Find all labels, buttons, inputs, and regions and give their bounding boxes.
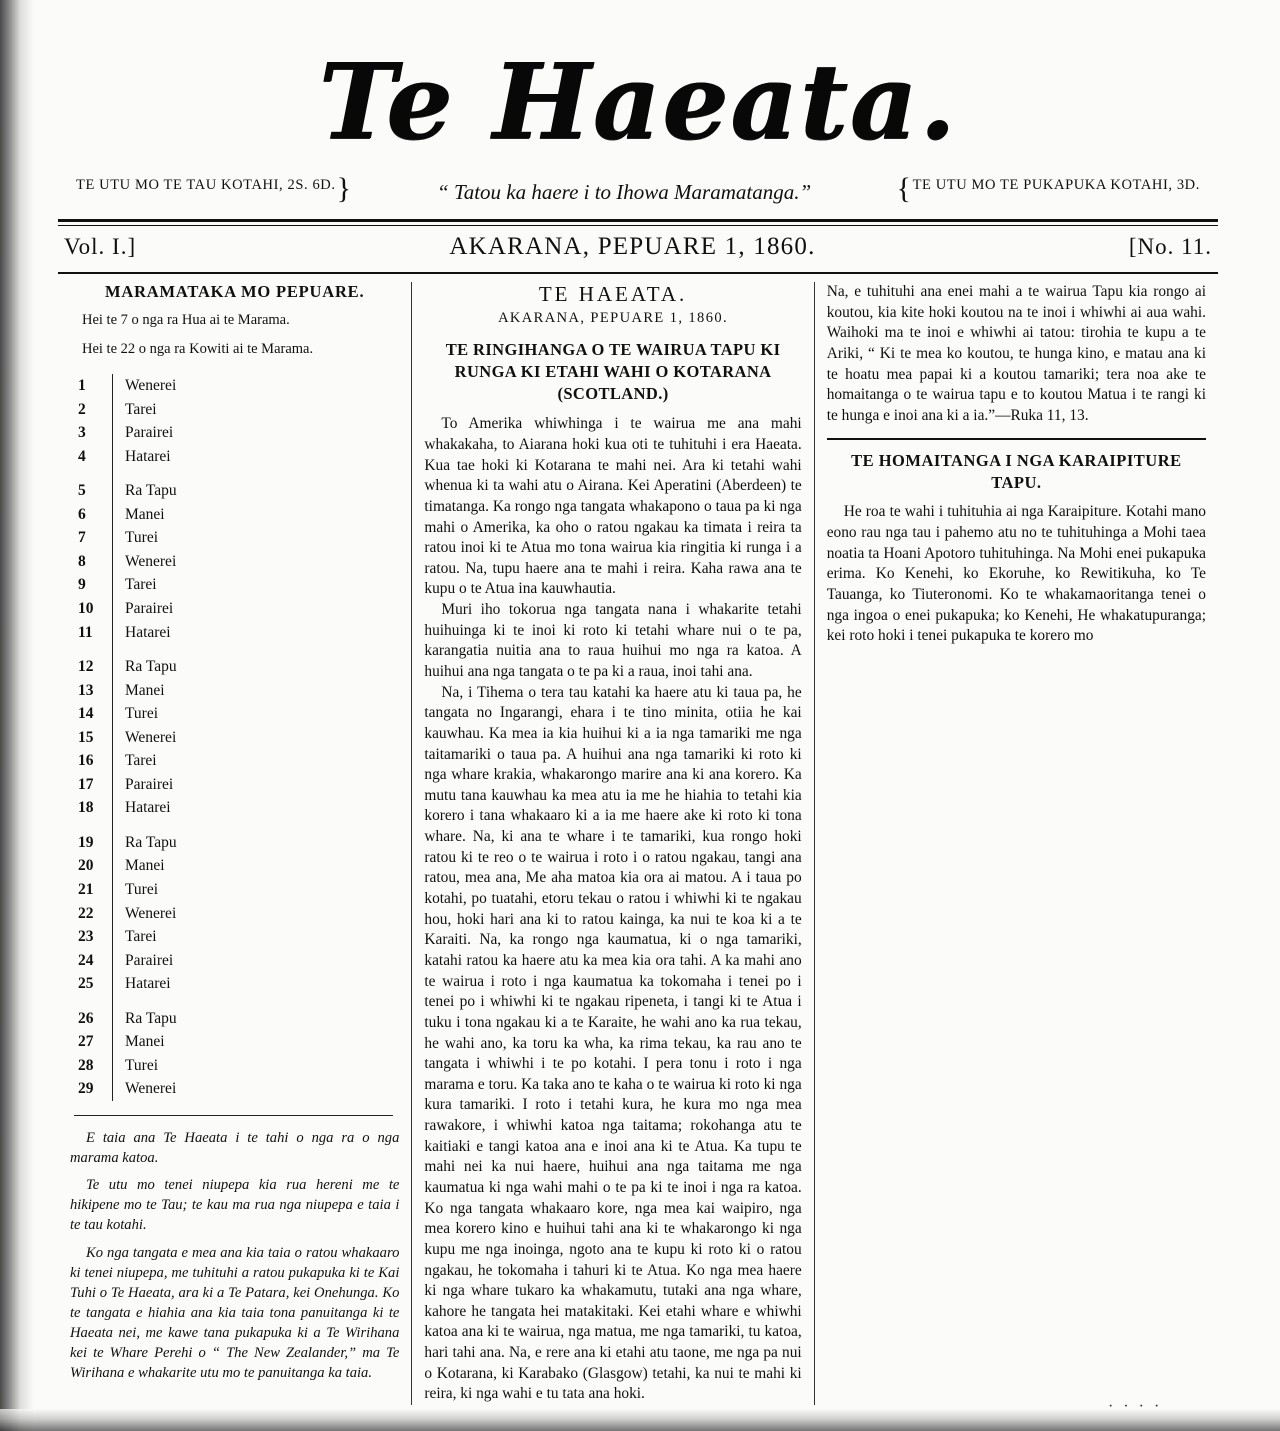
calendar-note-2: Hei te 22 o nga ra Kowiti ai te Marama. <box>82 341 314 358</box>
article-paragraph: Na, i Tihema o tera tau katahi ka haere atu ki taua pa, he tangata no Ingarangi, ehara i te tino minita, otiia he kai kauwhau. Ka mea ia kia huihui ki a ia nga tamariki me nga taitamariki o taua pa. A huihui ana nga tamariki ki roto ki nga whare krakia, whakarongo marire ana ki ana korero. Ka mutu tana kauwhau ka mea atu ia me he hiahia to tetahi kia korero i tana whakaaro ki a ia me haere ake ki roto ki tona whare. Na, ki ana te whare i te tamariki, kua rongo hoki ratou ki te reo o te wairua i roto i o ratou ngakau, tangi ana ratou, mea ana, Me aha matoa kia ora ai matou. A i taua po kotahi, po tuatahi, etoru tekau o ratou i whiwhi ki te ngakau hou, hoki hari ana ki to ratou kainga, ka nui te koa ki a te Karaiti. Na, ka rongo nga kaumatua, ki o nga tamariki, katahi ratou ka haere atu ka mea kia ora tahi. A ka mahi ano te wairua i roto i nga kaumatua ka tokomaha i tenei po i tenei po i whiwhi ki te ngakau ripeneta, i tangi ki te Atua i tuku i tona ngakau ki a te Karaite, he wahi ano ka rua tekau, he wahi ano, ka toru ka wha, ka rima tekau, ka rau ano te tangata i whiwhi i te po kotahi. I pera tonu i roto i nga marama e toru. Ka taka ano te kaha o te wairua ki roto ki nga kura tamariki. I roto i tetahi kura, he kura mo nga mea rawakore, i whiwhi katoa nga taitama; rokohanga atu te kaitiaki e tangi katoa ana e inoi ana ki te Atua. Ka tupu te mahi nei ka nui haere, huihui ana nga taitama me nga kaumatua ki nga wahi mahi o te pa ki te inoi i nga ra katoa. Ko nga tangata whakaaro kore, nga mea kai waipiro, nga mea korero kino e huihui tahi ana ki te whakarongo ki nga kupu me nga inoinga, ngoto ana te kupu ki roto ki o ratou ngakau, he tokomaha i tahuri ki te Atua. Ko nga mea haere ki nga whare tukaro ka whakamutu, tutaki ana nga whare, kahore he tangata hei matakitaki. Kei etahi whare e whiwhi katoa ana ki te wairua, nga matua, me nga tamariki, tu katoa, hari tahi ana. Na, e rere ana ki etahi atu taone, me nga pa nui o Kotarana, ki Karabako (Glasgow) tetahi, ka nui te mahi ki reira, ki nga wahi e tu tata ana hoki. <box>424 683 802 1403</box>
day-number: 18 <box>78 799 94 817</box>
day-name: Tarei <box>125 400 157 418</box>
article-title: TE HAEATA. <box>538 282 688 306</box>
calendar-footnotes <box>70 1128 399 1384</box>
scan-edge-left <box>0 0 34 1431</box>
footnote: Te utu mo tenei niupepa kia rua hereni me te hikipene mo te Tau; te kau ma rua nga niupepa e taia i te tau kotahi. <box>70 1177 400 1234</box>
day-name: Wenerei <box>125 728 177 746</box>
day-number: 8 <box>78 552 86 570</box>
day-name: Wenerei <box>125 552 177 570</box>
day-number: 22 <box>78 904 94 922</box>
day-number: 28 <box>78 1056 94 1074</box>
brace-left-icon: } <box>336 172 352 205</box>
day-number: 12 <box>78 658 94 676</box>
masthead <box>58 40 1218 226</box>
week-gap <box>78 468 112 479</box>
page-bottom-marks: · · · · <box>1108 1398 1163 1415</box>
day-number: 29 <box>78 1080 94 1098</box>
day-number: 2 <box>78 400 86 418</box>
volume-label: Vol. I.] <box>64 234 137 259</box>
day-number: 23 <box>78 928 94 946</box>
masthead-divider <box>58 219 1218 226</box>
day-name: Tarei <box>125 576 157 594</box>
section-divider <box>827 438 1206 440</box>
article-dateline: AKARANA, PEPUARE 1, 1860. <box>498 310 729 326</box>
day-number: 26 <box>78 1009 94 1027</box>
day-name: Tarei <box>125 928 157 946</box>
issue-line <box>58 226 1218 267</box>
day-number: 7 <box>78 529 86 547</box>
day-number: 4 <box>78 447 86 465</box>
day-number: 9 <box>78 576 86 594</box>
section-paragraph: He roa te wahi i tuhituhia ai nga Karaipiture. Kotahi mano eono rau nga tau i pahemo atu no te tuhituhinga a Mohi taea noatia ta Hoani Apotoro tuhituhinga. Na Mohi enei pukapuka erima. Ko Kenehi, ko Ekoruhe, ko Rewitikuha, ko Te Tauanga, ko Tiuteronomi. Ko te whakamaoritanga tenei o nga ingoa o enei pukapuka; ko Kenehi, He whakatupuranga; kei roto hoki i tenei pukapuka te korero mo <box>826 503 1206 645</box>
masthead-motto: “ Tatou ka haere i to Ihowa Maramatanga.” <box>437 180 812 204</box>
day-name: Parairei <box>125 424 174 442</box>
place-date-label: AKARANA, PEPUARE 1, 1860. <box>449 233 816 260</box>
price-year-text: TE UTU MO TE TAU KOTAHI, 2S. 6D. <box>76 177 336 193</box>
article-body <box>424 414 801 1405</box>
section-heading: TE HOMAITANGA I NGA KARAIPITURE TAPU. <box>851 451 1182 492</box>
calendar-day-numbers <box>70 374 112 1101</box>
calendar-table <box>70 374 399 1101</box>
day-name: Parairei <box>125 599 174 617</box>
day-number: 24 <box>78 951 94 969</box>
day-name: Manei <box>125 505 165 523</box>
day-name: Hatarei <box>125 975 171 993</box>
day-number: 13 <box>78 681 94 699</box>
day-name: Parairei <box>125 951 174 969</box>
day-number: 25 <box>78 975 94 993</box>
column-continuation <box>815 282 1218 1405</box>
masthead-subrow <box>58 172 1218 205</box>
day-number: 19 <box>78 833 94 851</box>
article-headline: TE RINGIHANGA O TE WAIRUA TAPU KI RUNGA KI ETAHI WAHI O KOTARANA (SCOTLAND.) <box>445 340 781 403</box>
day-name: Parairei <box>125 775 174 793</box>
day-name: Hatarei <box>125 447 171 465</box>
day-name: Turei <box>125 529 159 547</box>
week-gap <box>125 996 177 1007</box>
day-name: Ra Tapu <box>125 482 177 500</box>
day-name: Hatarei <box>125 623 171 641</box>
article-continuation <box>827 282 1206 426</box>
calendar-heading: MARAMATAKA MO PEPUARE. <box>104 282 365 301</box>
day-name: Turei <box>125 1056 159 1074</box>
day-number: 21 <box>78 880 94 898</box>
scan-edge-bottom <box>0 1409 1280 1431</box>
day-number: 17 <box>78 775 94 793</box>
week-gap <box>78 644 112 655</box>
day-name: Ra Tapu <box>125 658 177 676</box>
day-name: Turei <box>125 880 159 898</box>
day-name: Wenerei <box>125 904 177 922</box>
day-name: Ra Tapu <box>125 1009 177 1027</box>
day-name: Hatarei <box>125 799 171 817</box>
day-name: Manei <box>125 1033 165 1051</box>
calendar-note-1: Hei te 7 o nga ra Hua ai te Marama. <box>82 312 290 328</box>
article-paragraph: To Amerika whiwhinga i te wairua me ana mahi whakakaha, to Aiarana hoki kua oti te tuhituhi i era Haeata. Kua tae hoki ki Kotarana te mahi nei. Ara ki tetahi wahi whenua ki ta wahi atu o Airana. Kei Aperatini (Aberdeen) te timatanga. Ka rongo nga tangata whakapono o taua pa ki nga mahi o Amerika, ka oho o ratou ngakau ka timata i reira ta ratou inoi ki te Atua mo tona wairua kia ringitia ki runga i a ratou. Na, tupu haere ana te mahi i reira. Kaha rawa ana te kupu o te Atua ina kauwhautia. <box>424 415 802 598</box>
day-name: Ra Tapu <box>125 833 177 851</box>
day-name: Manei <box>125 681 165 699</box>
day-number: 1 <box>78 377 86 395</box>
day-name: Turei <box>125 705 159 723</box>
brace-right-icon: { <box>896 172 912 205</box>
week-gap <box>125 820 177 831</box>
footnote: E taia ana Te Haeata i te tahi o nga ra o nga marama katoa. <box>70 1129 400 1167</box>
week-gap <box>78 996 112 1007</box>
day-name: Manei <box>125 857 165 875</box>
day-name: Wenerei <box>125 377 177 395</box>
article-paragraph-continued: Na, e tuhituhi ana enei mahi a te wairua Tapu kia rongo ai koutou, kia kite hoki koutou na te inoi i whiwhi ai aua wahi. Waihoki ma te inoi e whiwhi ai tatou: tirohia te kupu a te Ariki, “ Ki te mea ko koutou, te hunga kino, e matau ana ki te hoatu mea papai ki a koutou tamariki; tera noa ake te homaitanga o te wairua tapu e to koutou Matua i te rangi ki te hunga e inoi ana ki a ia.”—Ruka 11, 13. <box>826 283 1206 424</box>
column-calendar <box>58 282 411 1405</box>
week-gap <box>125 468 177 479</box>
day-number: 5 <box>78 482 86 500</box>
column-article <box>411 282 814 1405</box>
columns <box>58 272 1218 1405</box>
day-number: 20 <box>78 857 94 875</box>
issue-number-label: [No. 11. <box>1128 234 1212 259</box>
masthead-title: Te Haeata. <box>318 40 958 163</box>
calendar-divider <box>74 1115 393 1116</box>
article-paragraph: Muri iho tokorua nga tangata nana i whakarite tetahi huihuinga ki te inoi ki roto ki tetahi whare nui o te pa, karangatia nuitia ana to raua huihui mo nga ra katoa. A huihui ana nga tangata o te pa ki a raua, inoi tahi ana. <box>424 601 802 680</box>
day-number: 10 <box>78 599 94 617</box>
week-gap <box>125 644 177 655</box>
calendar-day-names <box>112 374 177 1101</box>
week-gap <box>78 820 112 831</box>
price-single-text: TE UTU MO TE PUKAPUKA KOTAHI, 3D. <box>912 177 1200 193</box>
subscription-price-year <box>76 172 352 205</box>
day-number: 14 <box>78 705 94 723</box>
page-content <box>58 22 1218 1405</box>
day-number: 27 <box>78 1033 94 1051</box>
day-number: 3 <box>78 424 86 442</box>
day-number: 6 <box>78 505 86 523</box>
section-body <box>827 502 1206 646</box>
day-name: Tarei <box>125 752 157 770</box>
day-number: 15 <box>78 728 94 746</box>
day-number: 11 <box>78 623 93 641</box>
day-number: 16 <box>78 752 94 770</box>
subscription-price-single <box>896 172 1200 205</box>
day-name: Wenerei <box>125 1080 177 1098</box>
footnote: Ko nga tangata e mea ana kia taia o ratou whakaaro ki tenei niupepa, me tuhituhi a ratou pukapuka ki te Kai Tuhi o Te Haeata, ara ki a Te Patara, kei Onehunga. Ko te tangata e hiahia ana kia taia tona panuitanga ki te Haeata nei, me kawe tana pukapuka ki a Te Wirihana kei te Whare Perehi o “ The New Zealander,” ma Te Wirihana e whakarite utu mo te panuitanga ka taia. <box>70 1244 400 1382</box>
